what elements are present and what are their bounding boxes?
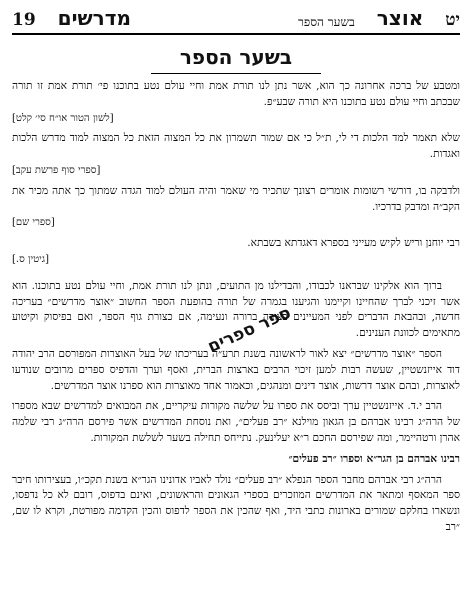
quote-source: [לשון הטור או״ח סי׳ קלט] bbox=[12, 112, 114, 124]
paragraph-history: הספר ״אוצר מדרשים״ יצא לאור לראשונה בשנת תרע״ה בעריכתו של בעל האוצרות המפורסם הרב יהודה דוד אייזנשטיין, שעשה רבות למען זיכוי הרבים בארצות הברית, ואסף וערך והדפיס ספרים מרובים שנודעו לאוצרות, ובהם אוצר דרשות, אוצר דינים ומנהגים, וכאמור אחד מאוצרות הוא ספרנו אוצר המדרשים. bbox=[12, 347, 460, 392]
paragraph-rabbi-avraham: הרה״ג רבי אברהם מחבר הספר הנפלא ״רב פעלים״ נולד לאביו אדונינו הגר״א בשנת תקכ״ו, בעצירותו חיבר ספר המאסף ומתאר את המדרשים המוזכרים בספרי הגאונים והראשונים, ואינם בדפוס, רובם לא כל נדפסו, ונשארו בחלקם שמורים בארונות כתבי היד, ואף שהכין את הספר לדפוס והכין הקדמה מפורטת, וקרא לו שם, ״רב bbox=[12, 473, 460, 533]
header-book-word: מדרשים bbox=[57, 6, 131, 30]
title-underline bbox=[151, 73, 321, 74]
quote-text: ומטבע של ברכה אחרונה כך הוא, אשר נתן לנו תורת אמת וחיי עולם נטע בתוכנו פי׳ תורת אמת זו תורה שבכתב וחיי עולם נטע בתוכנו היא תורה שבע״פ. bbox=[12, 80, 460, 108]
page-number-hebrew: יט bbox=[445, 10, 460, 30]
quote-tur bbox=[12, 79, 460, 126]
quote-text: שלא תאמר למד הלכות די לי, ת״ל כי אם שמור תשמרון את כל המצוה הזאת כל המצוה למוד מדרש הלכות ואגדות. bbox=[12, 132, 460, 161]
quote-sifrei-sham bbox=[12, 184, 460, 231]
header-right-group bbox=[298, 6, 460, 30]
subheading: רבינו אברהם בן הגר״א וספרו ״רב פעלים״ bbox=[288, 452, 460, 465]
running-header bbox=[12, 6, 460, 30]
quote-source: [ספרי סוף פרשת עקב] bbox=[12, 164, 101, 176]
header-left-group bbox=[12, 6, 131, 30]
section-title: בשער הספר bbox=[179, 45, 293, 69]
quote-text: ולדבקה בו, דורשי רשומות אומרים רצונך שתכיר מי שאמר והיה העולם למוד הגדה שמתוך כך אתה מכיר את הקב״ה ומדבק בדרכיו. bbox=[12, 184, 460, 213]
header-rule bbox=[12, 33, 460, 35]
paragraph-blessing: ברוך הוא אלקינו שבראנו לכבודו, והבדילנו מן התועים, ונתן לנו תורת אמת, וחיי עולם נטע בתוכנו. הוא אשר זיכני לברך שהחיינו וקיימנו והגיענו בגמרה של תורה בהופעת הספר החשוב ״אוצר מדרשים״ בעריכה חדשה, ובהבאת הדברים לפני המעיינים בצורה ברורה ונעימה, אם כצורת גוף הספר, ואם בפיסוק וקיטוע מתאימים לכוונת הענינים. bbox=[12, 279, 460, 340]
library-stamp: ספר ספרים bbox=[204, 302, 294, 358]
paragraph-sources: הרב י.ד. אייזנשטיין ערך וביסס את ספרו על שלשה מקורות עיקריים, את המבואים למדרשים שבא מספרו של הרה״ג רבינו אברהם בן הגאון מוילנא ״רב פעלים״, ואת נוסחת המדרשים אשר פירסם הרה״ג רבי שלמה אהרן ורטהיימר, ומה שפירסם החכם ר״א יעלינעק. נתייחס תחילה בשער לשלשת המקורות. bbox=[12, 400, 460, 444]
quote-text: רבי יוחנן וריש לקיש מעייני בספרא דאגדתא בשבתא. bbox=[247, 237, 460, 250]
quote-source: [גיטין ס.] bbox=[12, 253, 49, 265]
page-number-arabic: 19 bbox=[12, 10, 36, 30]
quote-gittin bbox=[12, 236, 460, 268]
quote-source: [ספרי שם] bbox=[12, 217, 55, 229]
quote-sifrei-ekev bbox=[12, 131, 460, 178]
header-section-name: בשער הספר bbox=[298, 15, 355, 29]
header-book-word-right: אוצר bbox=[376, 6, 424, 30]
body-text bbox=[12, 79, 460, 536]
